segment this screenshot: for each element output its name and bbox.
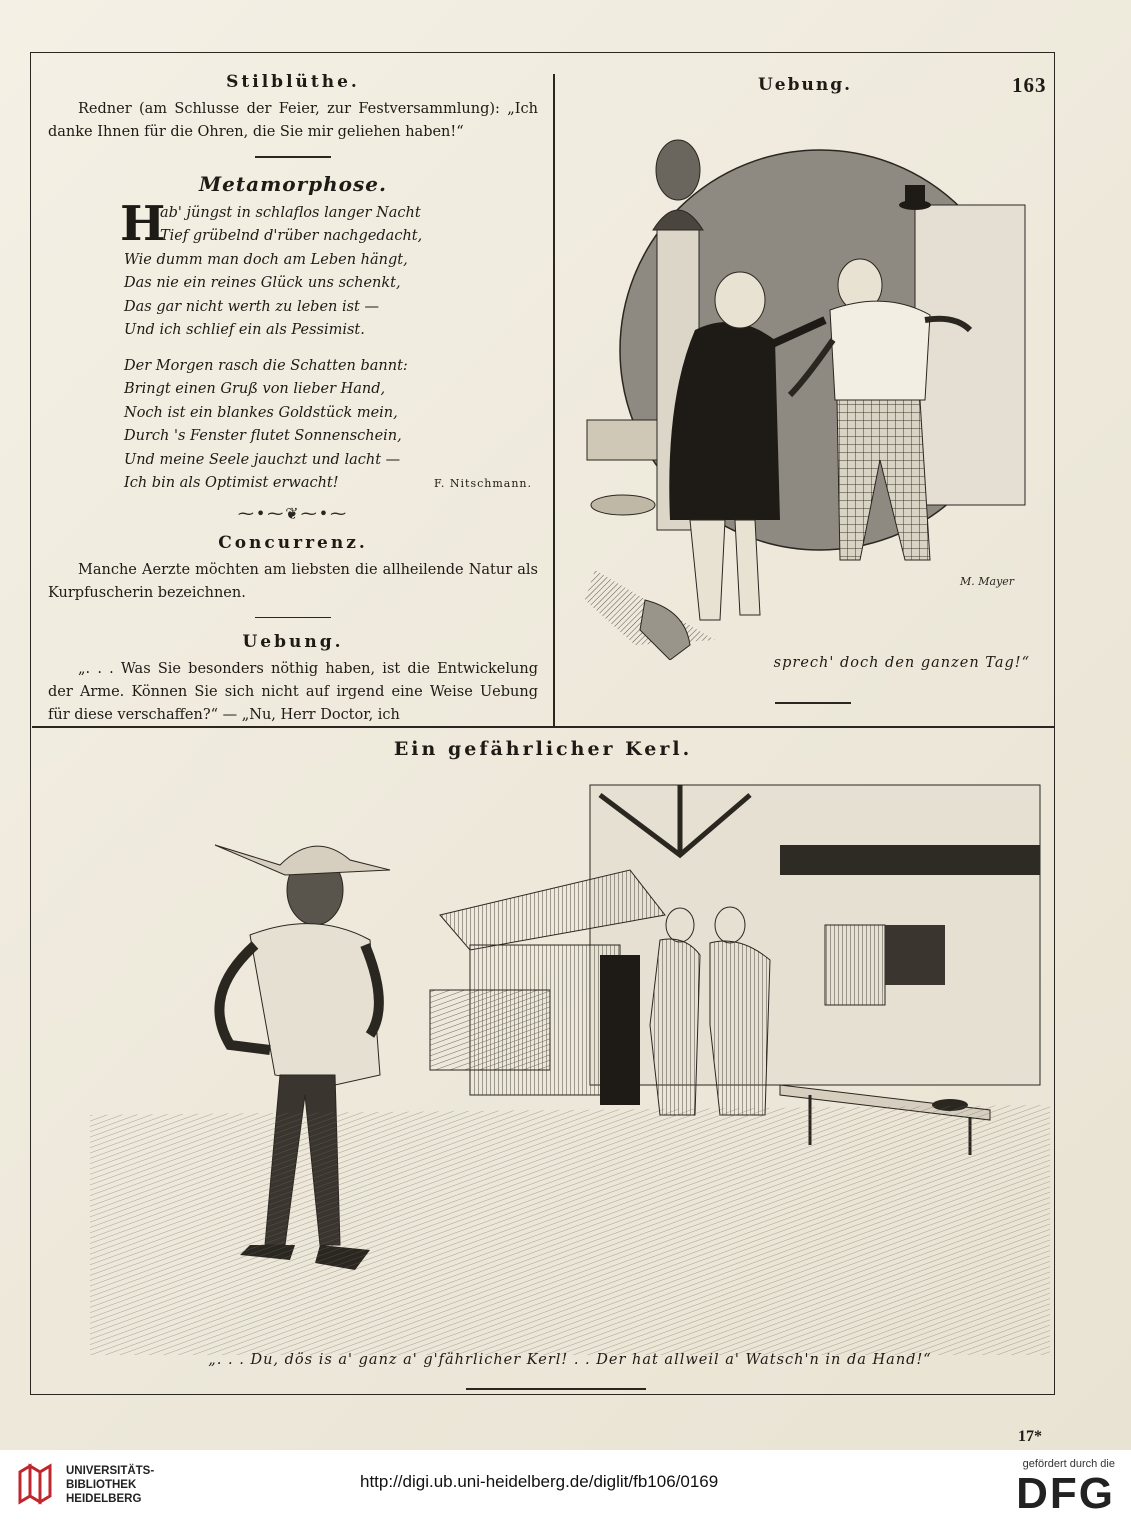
uebung-illustration-title: Uebung.: [757, 75, 853, 95]
poem-line: Wie dumm man doch am Leben hängt,: [124, 251, 408, 268]
poem-last-line: [124, 472, 532, 496]
poem-line: Bringt einen Gruß von lieber Hand,: [124, 381, 386, 397]
side-table: [587, 420, 657, 460]
shed-door: [600, 955, 640, 1105]
poem-author: F. Nitschmann.: [433, 477, 532, 490]
window: [825, 925, 885, 1005]
boy2-body: [710, 941, 770, 1115]
patient-shirt: [830, 301, 930, 400]
poem-line: Und ich schlief ein als Pessimist.: [124, 322, 365, 338]
devil-bust: [656, 140, 700, 200]
concurrenz-title: Concurrenz.: [218, 532, 368, 553]
artist-signature: M. Mayer: [960, 575, 1015, 588]
door-frame: [915, 205, 1025, 505]
fence: [430, 990, 550, 1070]
uebung-caption: sprech' doch den ganzen Tag!“: [773, 655, 1030, 671]
uebung-text: „. . . Was Sie besonders nöthig haben, ist die Entwickelung der Arme. Können Sie sich nicht auf irgend eine Weise Uebung für diese verschaffen?“ — „Nu, Herr Doctor, ich: [48, 661, 538, 723]
dropcap-letter: H: [120, 195, 166, 252]
stilbluethe-title: Stilblüthe.: [226, 72, 360, 92]
poem-line: Ich bin als Optimist erwacht!: [124, 475, 339, 491]
poem-line: Der Morgen rasch die Schatten bannt:: [124, 357, 408, 374]
library-name-line: HEIDELBERG: [66, 1493, 142, 1505]
man-jacket: [250, 924, 380, 1085]
gefaehrlicher-kerl-title: Ein gefährlicher Kerl.: [393, 738, 693, 760]
man-hat: [215, 845, 390, 875]
poem-line: Und meine Seele jauchzt und lacht —: [124, 451, 401, 468]
concurrenz-text: Manche Aerzte möchten am liebsten die allheilende Natur als Kurpfuscherin bezeichnen.: [48, 561, 538, 601]
separator-rule: [466, 1388, 646, 1390]
library-name-line: BIBLIOTHEK: [66, 1479, 137, 1491]
gefaehrlicher-kerl-caption: „. . . Du, dös is a' ganz a' g'fährlicher Kerl! . . Der hat allweil a' Watsch'n in da Hand!“: [208, 1352, 932, 1368]
stilbluethe-text: Redner (am Schlusse der Feier, zur Festversammlung): „Ich danke Ihnen für die Ohren, die Sie mir geliehen haben!“: [48, 101, 538, 140]
ground-hatching: [90, 1105, 1050, 1355]
poem-line: Das nie ein reines Glück uns schenkt,: [124, 275, 401, 291]
library-name: [66, 1464, 154, 1506]
window-opening: [885, 925, 945, 985]
metamorphose-title: Metamorphose.: [199, 171, 387, 196]
metamorphose-poem: [120, 195, 538, 496]
roof-eave: [780, 845, 1040, 875]
library-logo[interactable]: [16, 1462, 154, 1508]
poem-line: Noch ist ein blankes Goldstück mein,: [124, 404, 398, 421]
separator-rule: [255, 617, 331, 619]
separator-rule: [255, 156, 331, 158]
dangerous-fellow-illustration: [90, 775, 1050, 1355]
sheet-signature: 17*: [1018, 1428, 1042, 1445]
funded-by-text: gefördert durch die: [1022, 1458, 1115, 1470]
dfg-logo: DFG: [1016, 1469, 1115, 1518]
page-number: 163: [1012, 73, 1047, 97]
uebung-title: Uebung.: [242, 632, 344, 652]
poem-line: Das gar nicht werth zu leben ist —: [124, 298, 379, 315]
digitization-footer: [0, 1450, 1131, 1532]
funder-block[interactable]: [1016, 1458, 1115, 1518]
doctor-head: [715, 272, 765, 328]
boy1-head: [666, 908, 694, 942]
separator-rule: [775, 702, 851, 704]
column-divider: [553, 74, 555, 726]
boy1-body: [650, 939, 700, 1115]
left-column: [48, 72, 538, 727]
doctor-legs: [690, 520, 760, 620]
fruit-bowl: [591, 495, 655, 515]
permalink-url[interactable]: http://digi.ub.uni-heidelberg.de/diglit/fb106/0169: [360, 1472, 719, 1491]
poem-line: Tief grübelnd d'rüber nachgedacht,: [160, 228, 423, 244]
boy2-head: [715, 907, 745, 943]
library-name-line: UNIVERSITÄTS-: [66, 1465, 155, 1477]
doctor-patient-illustration: [575, 100, 1045, 660]
dog-sketch: [640, 600, 690, 660]
poem-line: ab' jüngst in schlaflos langer Nacht: [160, 204, 421, 221]
library-emblem-icon: [16, 1462, 56, 1508]
poem-line: Durch 's Fenster flutet Sonnenschein,: [124, 428, 402, 444]
stanza-gap: [124, 343, 538, 355]
top-hat-crown: [905, 185, 925, 205]
ornament-divider: ⁓•⁓❦⁓•⁓: [237, 503, 349, 523]
